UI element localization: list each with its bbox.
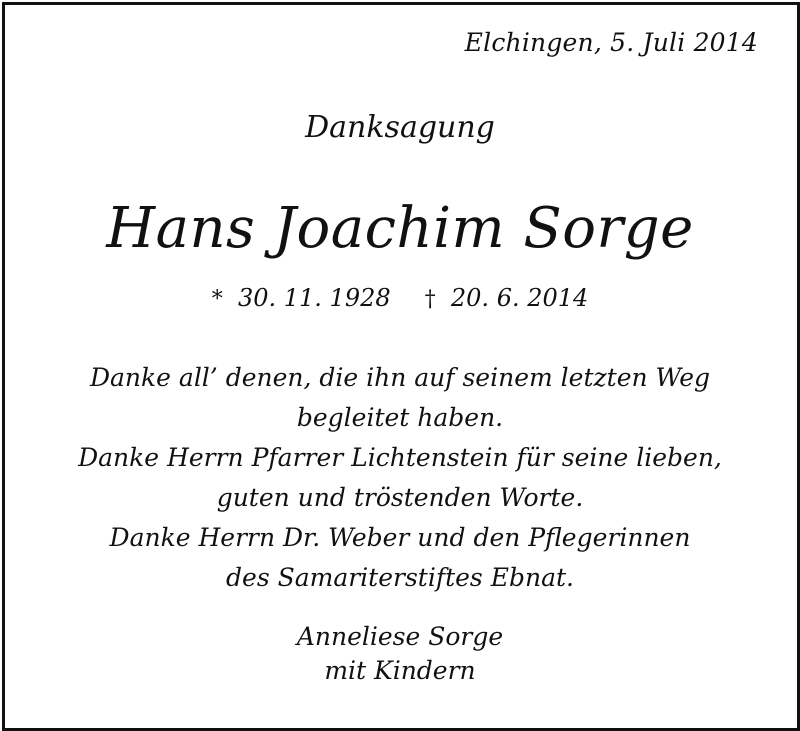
thanks-line: Danke all’ denen, die ihn auf seinem letzten Weg xyxy=(89,363,711,392)
thanks-line: des Samariterstiftes Ebnat. xyxy=(226,563,574,592)
signature-line-1: Anneliese Sorge xyxy=(296,622,504,651)
signature-line-2: mit Kindern xyxy=(324,656,476,685)
thanks-line: Danke Herrn Pfarrer Lichtenstein für seine lieben, xyxy=(78,443,722,472)
deceased-name: Hans Joachim Sorge xyxy=(106,196,694,261)
thanks-line: begleitet haben. xyxy=(296,403,504,432)
signature xyxy=(0,620,800,688)
thanks-text xyxy=(0,358,800,598)
heading: Danksagung xyxy=(305,110,495,145)
place-date: Elchingen, 5. Juli 2014 xyxy=(464,28,758,57)
thanks-line: guten und tröstenden Worte. xyxy=(216,483,584,512)
birth-symbol: * xyxy=(211,287,223,312)
life-dates xyxy=(0,284,800,312)
death-date: 20. 6. 2014 xyxy=(450,284,589,312)
death-symbol: † xyxy=(424,287,436,312)
thanks-line: Danke Herrn Dr. Weber und den Pflegerinnen xyxy=(109,523,691,552)
birth-date: 30. 11. 1928 xyxy=(237,284,391,312)
